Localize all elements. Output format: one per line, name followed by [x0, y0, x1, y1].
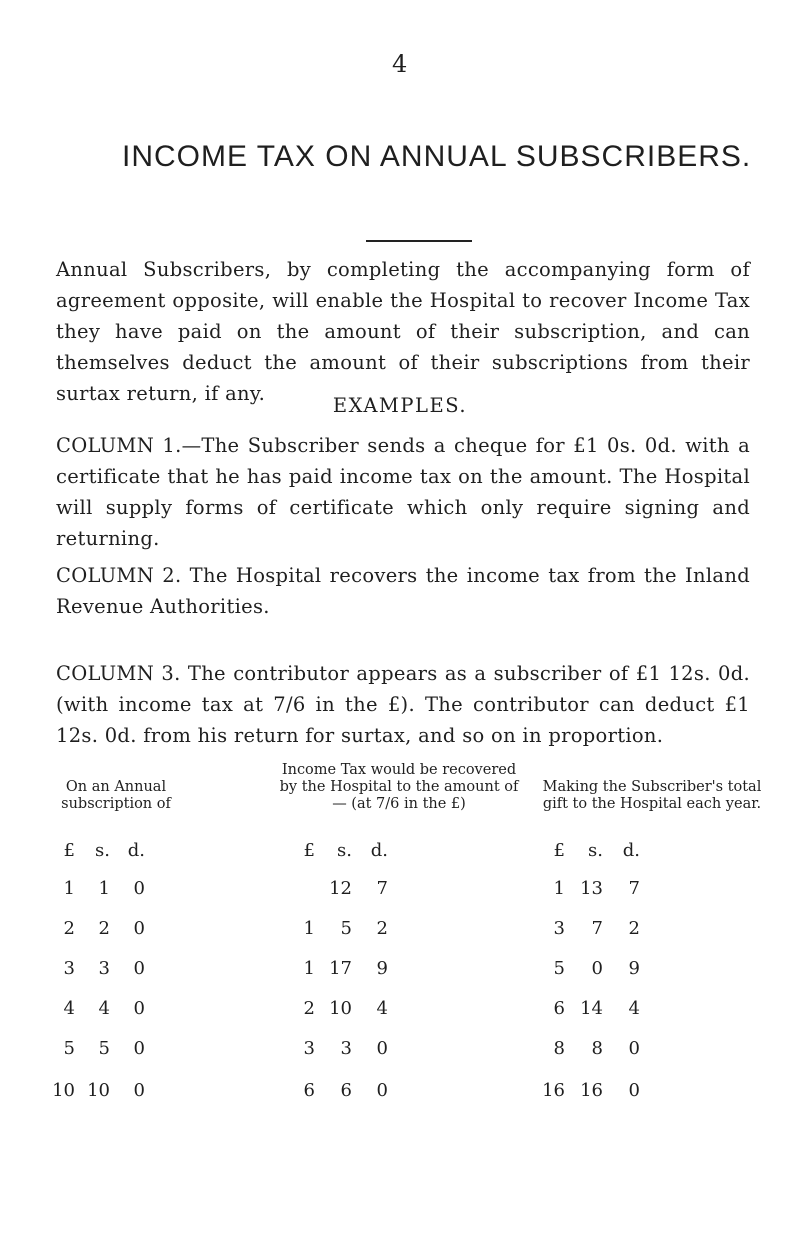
title-divider: [366, 240, 472, 242]
unit-header-shillings: s.: [337, 840, 352, 861]
column-2-paragraph: COLUMN 2. The Hospital recovers the income tax from the Inland Revenue Authorities.: [56, 564, 750, 618]
unit-header-shillings: s.: [588, 840, 603, 861]
unit-header-pound: £: [63, 840, 75, 861]
column-1-paragraph: COLUMN 1.—The Subscriber sends a cheque for £1 0s. 0d. with a certificate that he has paid income tax on the amount. The Hospital will supply forms of certificate which only require signing and returning.: [56, 434, 750, 550]
page-number: 4: [392, 50, 408, 78]
table-cell: 2: [98, 918, 110, 939]
table-cell: 3: [98, 958, 110, 979]
unit-header-pence: d.: [370, 840, 388, 861]
unit-header-shillings: s.: [95, 840, 110, 861]
table-cell: 4: [628, 998, 640, 1019]
table-cell: 0: [133, 998, 145, 1019]
unit-header-pence: d.: [622, 840, 640, 861]
table-cell: 0: [591, 958, 603, 979]
table-cell: 1: [63, 878, 75, 899]
table-cell: 8: [553, 1038, 565, 1059]
table-cell: 0: [628, 1080, 640, 1101]
table-header-subscription: On an Annual subscription of: [61, 779, 171, 812]
table-cell: 12: [329, 878, 352, 899]
table-cell: 0: [133, 918, 145, 939]
table-cell: 2: [63, 918, 75, 939]
table-cell: 16: [580, 1080, 603, 1101]
table-cell: 1: [98, 878, 110, 899]
table-cell: 13: [580, 878, 603, 899]
table-cell: 4: [63, 998, 75, 1019]
table-cell: 0: [133, 958, 145, 979]
table-cell: 0: [133, 878, 145, 899]
table-cell: 16: [542, 1080, 565, 1101]
table-cell: 5: [63, 1038, 75, 1059]
table-cell: 6: [303, 1080, 315, 1101]
table-cell: 8: [591, 1038, 603, 1059]
table-cell: 3: [553, 918, 565, 939]
unit-header-pence: d.: [127, 840, 145, 861]
table-cell: 5: [553, 958, 565, 979]
table-cell: 2: [376, 918, 388, 939]
table-cell: 5: [340, 918, 352, 939]
table-cell: 17: [329, 958, 352, 979]
table-header-tax-recovered: Income Tax would be recovered by the Hospital to the amount of— (at 7/6 in the £): [279, 762, 519, 812]
table-cell: 1: [553, 878, 565, 899]
unit-header-pound: £: [553, 840, 565, 861]
table-cell: 0: [628, 1038, 640, 1059]
table-cell: 0: [133, 1080, 145, 1101]
table-cell: 14: [580, 998, 603, 1019]
table-cell: 10: [329, 998, 352, 1019]
table-cell: 7: [628, 878, 640, 899]
table-cell: 1: [303, 958, 315, 979]
table-cell: 0: [133, 1038, 145, 1059]
table-cell: 5: [98, 1038, 110, 1059]
table-cell: 10: [52, 1080, 75, 1101]
unit-header-pound: £: [303, 840, 315, 861]
table-cell: 9: [628, 958, 640, 979]
table-cell: 4: [376, 998, 388, 1019]
table-cell: 7: [376, 878, 388, 899]
examples-heading: EXAMPLES.: [332, 394, 468, 417]
table-cell: 2: [303, 998, 315, 1019]
page-title: INCOME TAX ON ANNUAL SUBSCRIBERS.: [122, 140, 752, 173]
table-cell: 1: [303, 918, 315, 939]
intro-paragraph: Annual Subscribers, by completing the accompanying form of agreement opposite, will enable the Hospital to recover Income Tax they have paid on the amount of their subscription, and can themselves deduct the amount of their subscriptions from their surtax return, if any.: [56, 258, 750, 405]
table-cell: 2: [628, 918, 640, 939]
table-cell: 7: [591, 918, 603, 939]
table-cell: 3: [340, 1038, 352, 1059]
table-cell: 6: [340, 1080, 352, 1101]
table-cell: 3: [303, 1038, 315, 1059]
table-cell: 0: [376, 1038, 388, 1059]
table-cell: 9: [376, 958, 388, 979]
table-cell: 6: [553, 998, 565, 1019]
column-3-paragraph: COLUMN 3. The contributor appears as a subscriber of £1 12s. 0d. (with income tax at 7/6 in the £). The contributor can deduct £1 12s. 0d. from his return for surtax, and so on in proportion.: [56, 662, 750, 747]
table-cell: 0: [376, 1080, 388, 1101]
table-header-total-gift: Making the Subscriber's total gift to the Hospital each year.: [542, 779, 762, 812]
table-cell: 10: [87, 1080, 110, 1101]
table-cell: 3: [63, 958, 75, 979]
table-cell: 4: [98, 998, 110, 1019]
